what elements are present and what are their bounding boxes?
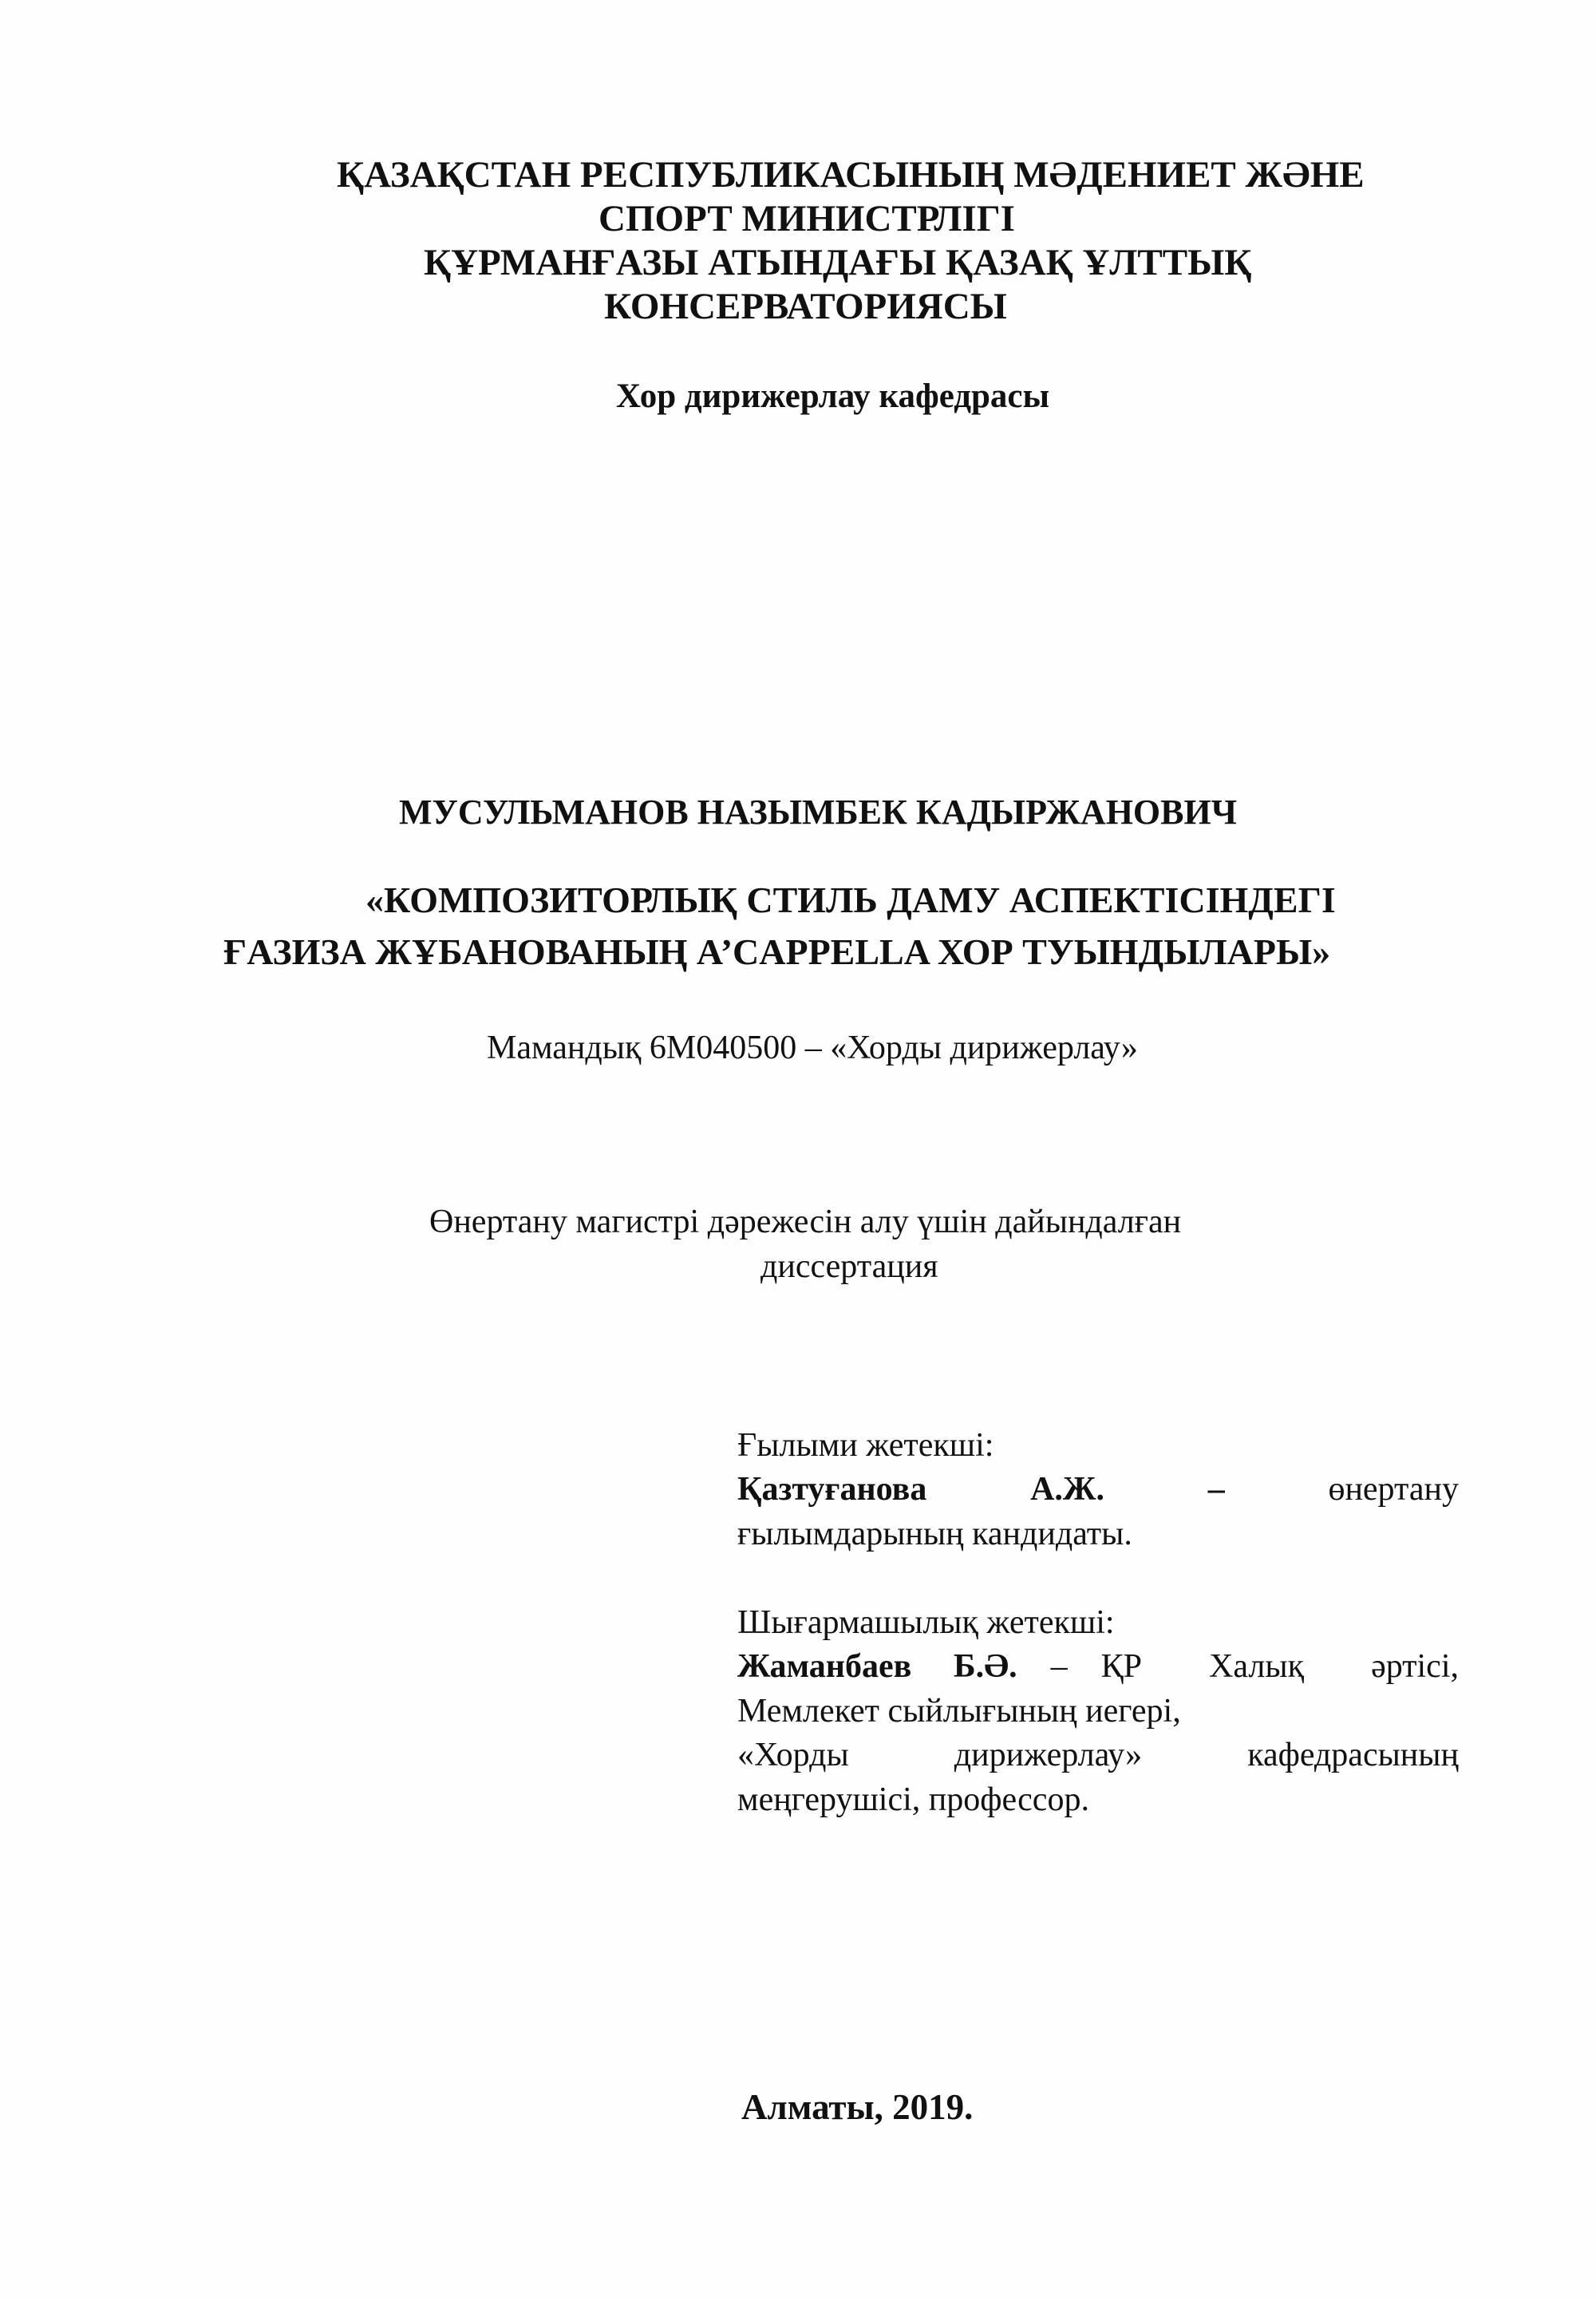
- creative-supervisor-title-word-3: әртісі,: [1371, 1648, 1459, 1685]
- creative-supervisor-row: [737, 1650, 1459, 1683]
- scientific-supervisor-row: [737, 1473, 1459, 1506]
- creative-supervisor-position-end: меңгерушісі, профессор.: [737, 1781, 1089, 1818]
- creative-supervisor-position-word-1: «Хорды: [737, 1737, 849, 1773]
- specialty-code: Мамандық 6М040500 – «Хорды дирижерлау»: [487, 1030, 1138, 1066]
- creative-supervisor-initials: Б.Ә.: [953, 1648, 1017, 1685]
- scientific-supervisor-label: Ғылыми жетекші:: [737, 1427, 994, 1464]
- conservatory-title-line-1: ҚҰРМАНҒАЗЫ АТЫНДАҒЫ ҚАЗАҚ ҰЛТТЫҚ: [424, 242, 1252, 283]
- scientific-supervisor-field: өнертану: [1328, 1471, 1459, 1508]
- conservatory-title-line-2: КОНСЕРВАТОРИЯСЫ: [604, 286, 1007, 327]
- scientific-supervisor-dash: –: [1207, 1471, 1225, 1508]
- scientific-supervisor-name: Қазтуғанова: [737, 1471, 927, 1508]
- scientific-supervisor-degree: ғылымдарының кандидаты.: [737, 1516, 1132, 1552]
- creative-supervisor-position-word-3: кафедрасының: [1247, 1737, 1459, 1773]
- city-year: Алматы, 2019.: [741, 2087, 974, 2127]
- degree-purpose-line-1: Өнертану магистрі дәрежесін алу үшін дайындалған: [429, 1204, 1182, 1240]
- creative-supervisor-name: Жаманбаев: [737, 1648, 912, 1685]
- dissertation-title-line-2: ҒАЗИЗА ЖҰБАНОВАНЫҢ A’CAPPELLA ХОР ТУЫНДЫЛАРЫ»: [223, 931, 1331, 972]
- scientific-supervisor-initials: А.Ж.: [1030, 1471, 1104, 1508]
- creative-supervisor-position-row: [737, 1738, 1459, 1772]
- department-name: Хор дирижерлау кафедрасы: [616, 378, 1050, 415]
- author-name: МУСУЛЬМАНОВ НАЗЫМБЕК КАДЫРЖАНОВИЧ: [399, 793, 1238, 832]
- creative-supervisor-label: Шығармашылық жетекші:: [737, 1604, 1115, 1641]
- degree-purpose-line-2: диссертация: [760, 1248, 938, 1285]
- creative-supervisor-award: Мемлекет сыйлығының иегері,: [737, 1693, 1181, 1730]
- ministry-title-line-1: ҚАЗАҚСТАН РЕСПУБЛИКАСЫНЫҢ МӘДЕНИЕТ ЖӘНЕ: [337, 154, 1365, 196]
- creative-supervisor-dash: –: [1050, 1648, 1068, 1685]
- creative-supervisor-title-word-1: ҚР: [1100, 1648, 1142, 1685]
- ministry-title-line-2: СПОРТ МИНИСТРЛІГІ: [598, 198, 1015, 239]
- dissertation-title-line-1: «КОМПОЗИТОРЛЫҚ СТИЛЬ ДАМУ АСПЕКТІСІНДЕГІ: [365, 880, 1336, 920]
- creative-supervisor-position-word-2: дирижерлау»: [954, 1737, 1143, 1773]
- creative-supervisor-title-word-2: Халық: [1209, 1648, 1304, 1685]
